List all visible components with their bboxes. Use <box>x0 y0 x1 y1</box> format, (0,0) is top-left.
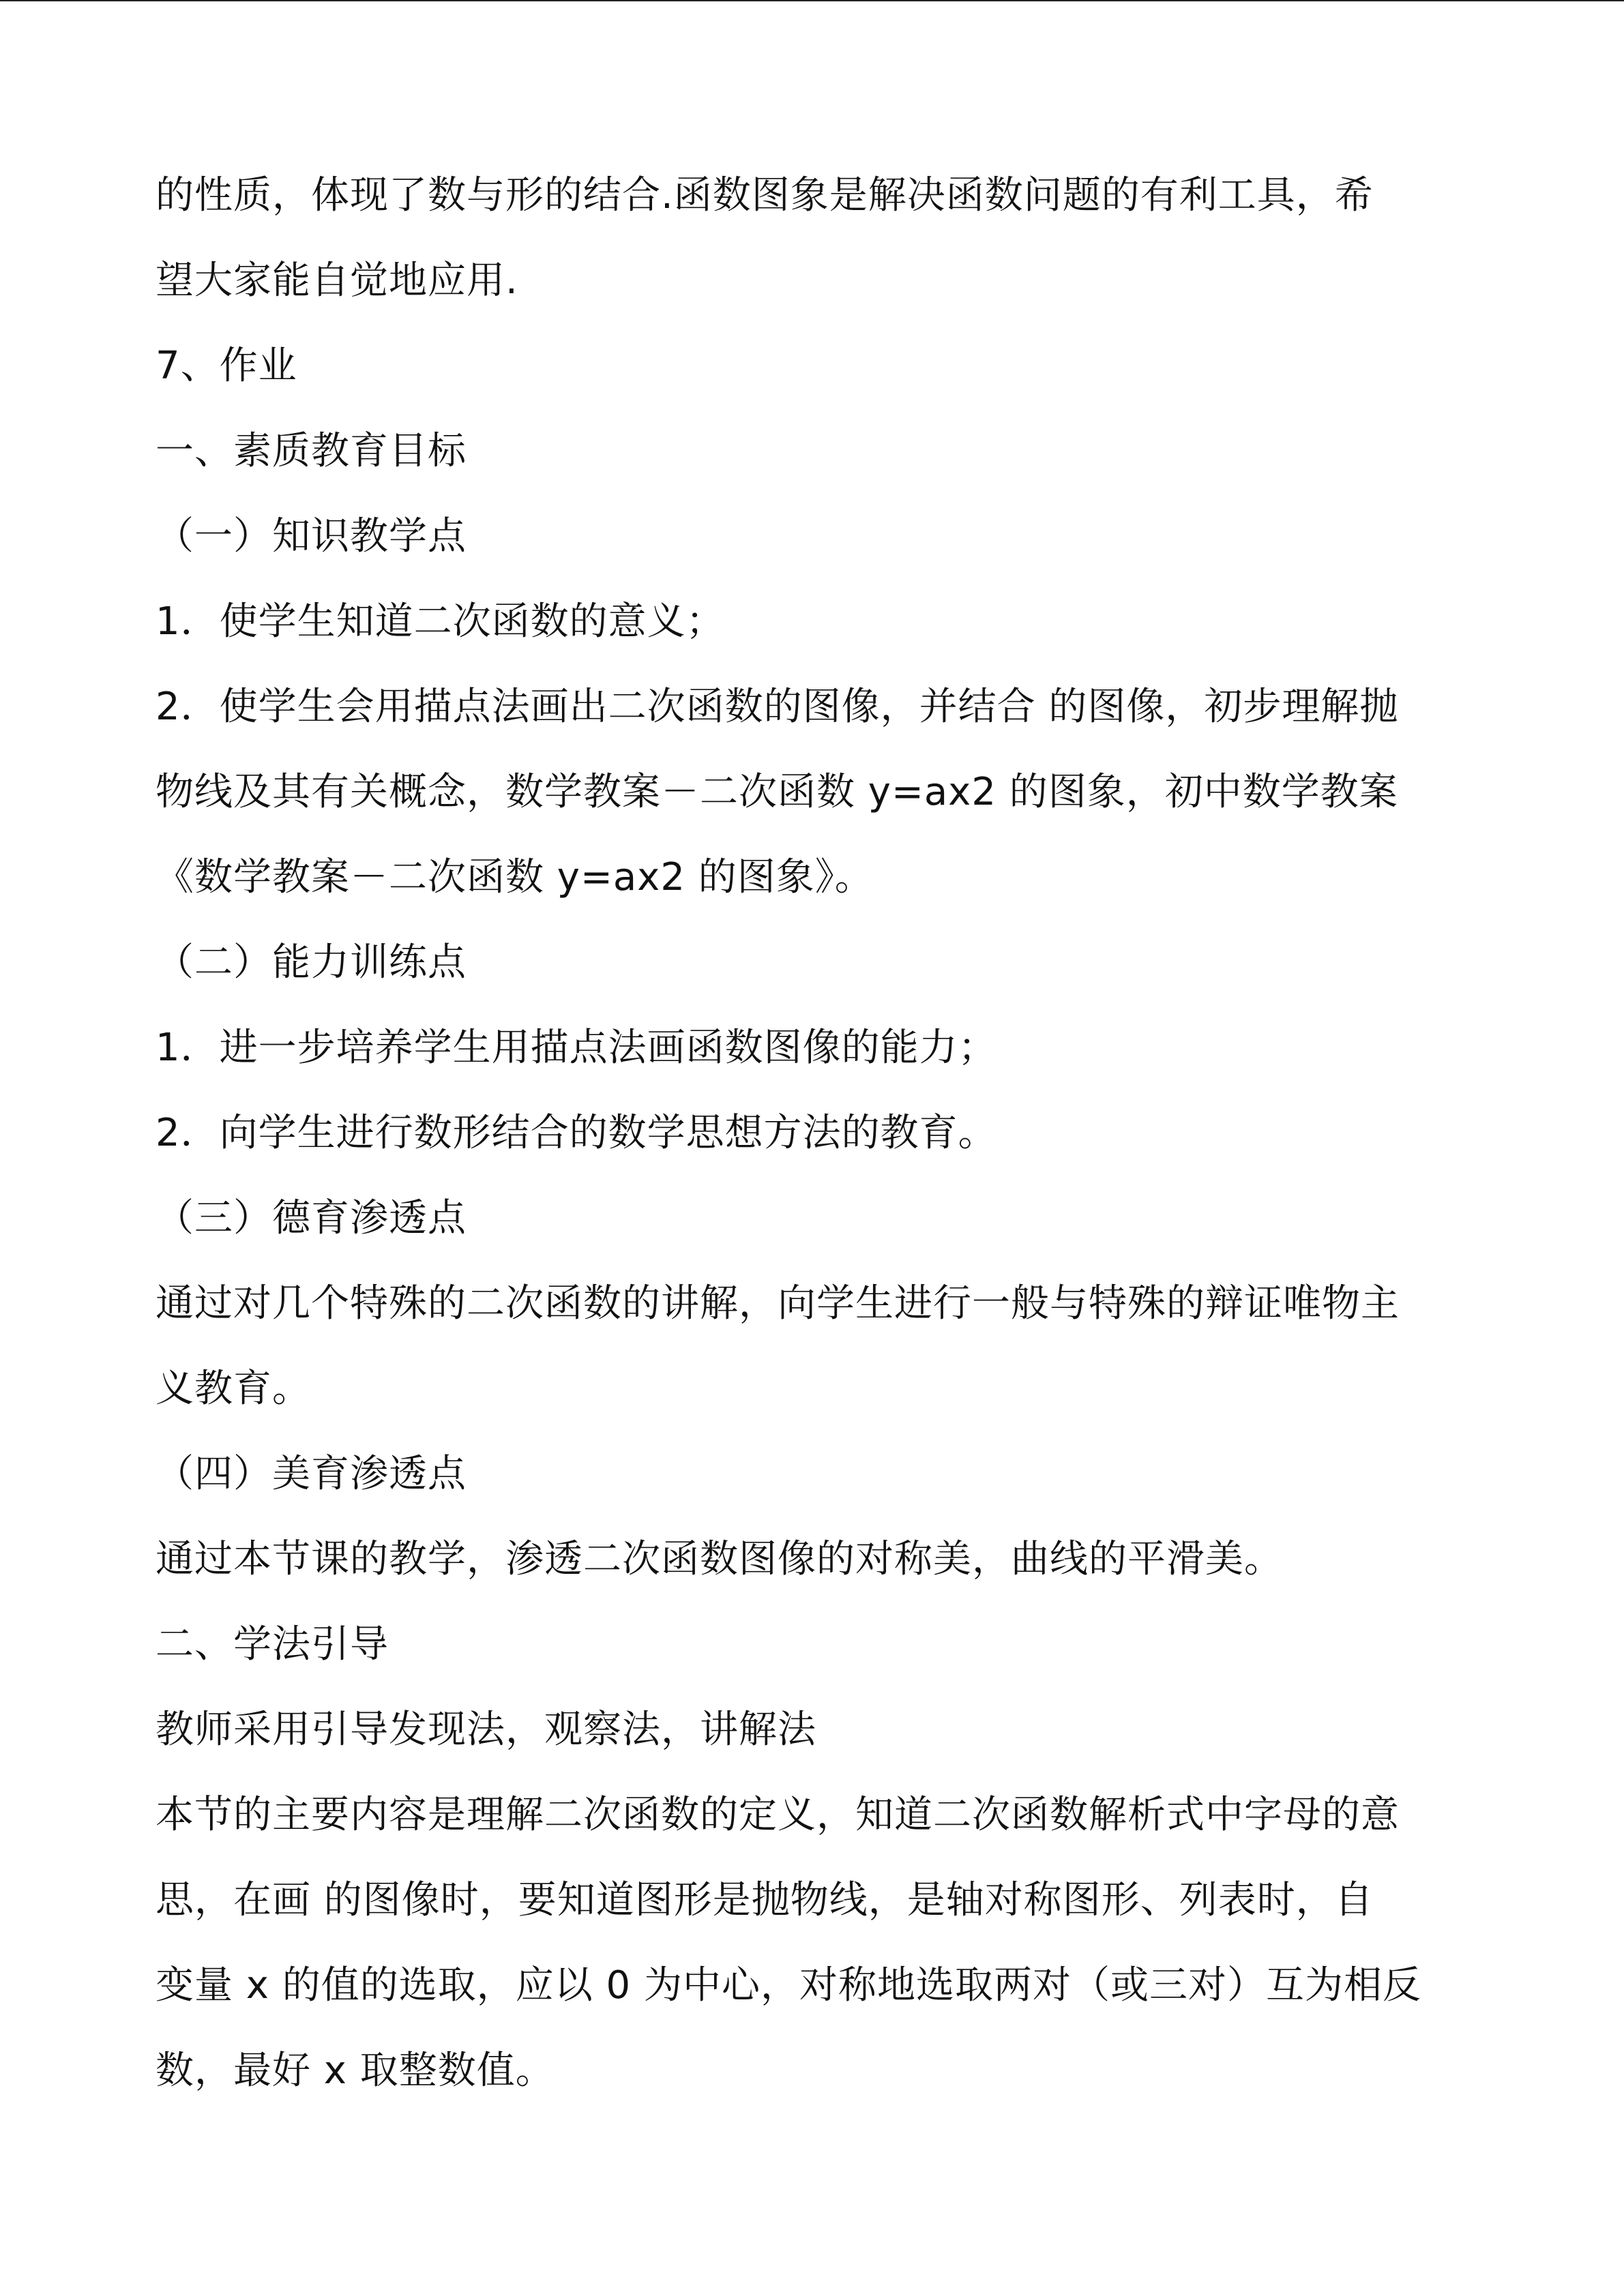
paragraph-content-3: 变量 x 的值的选取，应以 0 为中心，对称地选取两对（或三对）互为相反 <box>156 1963 1421 2008</box>
subheading-aesthetic-points: （四）美育渗透点 <box>156 1452 467 1496</box>
list-item-2-continued-2: 《数学教案－二次函数 y=ax2 的图象》。 <box>156 855 874 899</box>
list-item-1: 1．使学生知道二次函数的意义； <box>156 599 725 644</box>
paragraph-line-1: 的性质，体现了数与形的结合.函数图象是解决函数问题的有利工具，希 <box>156 173 1374 218</box>
paragraph-content-1: 本节的主要内容是理解二次函数的定义，知道二次函数解析式中字母的意 <box>156 1793 1400 1837</box>
section-heading-method: 二、学法引导 <box>156 1622 389 1667</box>
section-heading-homework: 7、作业 <box>156 344 297 388</box>
subheading-moral-points: （三）德育渗透点 <box>156 1196 467 1240</box>
paragraph-content-2: 思，在画 的图像时，要知道图形是抛物线，是轴对称图形、列表时，自 <box>156 1878 1374 1922</box>
paragraph-content-4: 数，最好 x 取整数值。 <box>156 2048 555 2093</box>
list-item-2: 2．使学生会用描点法画出二次函数的图像，并结合 的图像，初步理解抛 <box>156 685 1399 729</box>
section-heading-goals: 一、素质教育目标 <box>156 429 467 473</box>
subheading-ability-points: （二）能力训练点 <box>156 940 467 985</box>
list-item-ability-1: 1．进一步培养学生用描点法画函数图像的能力； <box>156 1026 997 1070</box>
paragraph-moral-1: 通过对几个特殊的二次函数的讲解，向学生进行一般与特殊的辩证唯物主 <box>156 1281 1400 1326</box>
paragraph-line-2: 望大家能自觉地应用. <box>156 258 518 303</box>
paragraph-moral-2: 义教育。 <box>156 1367 311 1411</box>
paragraph-aesthetic: 通过本节课的教学，渗透二次函数图像的对称美，曲线的平滑美。 <box>156 1537 1283 1581</box>
paragraph-method: 教师采用引导发现法，观察法，讲解法 <box>156 1708 816 1752</box>
subheading-knowledge-points: （一）知识教学点 <box>156 514 467 558</box>
list-item-ability-2: 2．向学生进行数形结合的数学思想方法的教育。 <box>156 1111 997 1155</box>
list-item-2-continued: 物线及其有关概念，数学教案－二次函数 y=ax2 的图象，初中数学教案 <box>156 770 1398 814</box>
page-top-border <box>0 0 1624 1</box>
